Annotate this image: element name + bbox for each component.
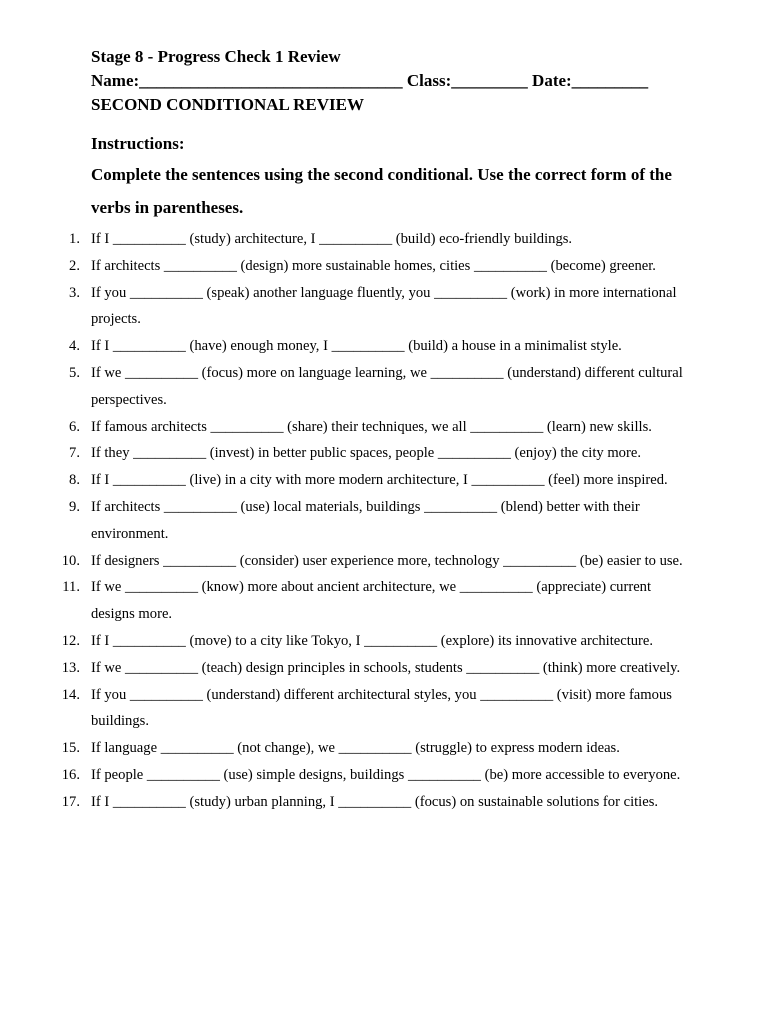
exercise-number: 7. [69, 445, 80, 462]
exercise-number: 15. [61, 740, 80, 757]
exercise-number: 16. [61, 766, 80, 783]
exercise-item [0, 360, 683, 414]
exercise-number: 10. [61, 552, 80, 569]
exercise-item [0, 655, 683, 682]
exercise-number: 13. [61, 659, 80, 676]
instructions-text: Complete the sentences using the second conditional. Use the correct form of the verbs in parentheses. [91, 165, 672, 217]
exercise-sentence: If language __________ (not change), we __________ (struggle) to express modern ideas. [91, 740, 620, 757]
exercise-sentence: If you __________ (speak) another language fluently, you __________ (work) in more international projects. [91, 284, 677, 328]
exercise-number: 4. [69, 338, 80, 355]
exercise-item [0, 735, 683, 762]
exercise-item [0, 789, 683, 816]
exercise-item [0, 226, 683, 253]
exercise-number: 17. [61, 793, 80, 810]
exercise-item [0, 682, 683, 736]
exercise-item [0, 628, 683, 655]
exercise-sentence: If you __________ (understand) different architectural styles, you __________ (visit) more famous buildings. [91, 686, 672, 730]
page-title: Stage 8 - Progress Check 1 Review [91, 47, 341, 66]
exercise-sentence: If I __________ (move) to a city like Tokyo, I __________ (explore) its innovative architecture. [91, 632, 654, 649]
exercise-item [0, 414, 683, 441]
exercise-sentence: If designers __________ (consider) user experience more, technology __________ (be) easier to use. [91, 552, 683, 569]
exercise-number: 1. [69, 231, 80, 247]
exercise-number: 3. [69, 284, 80, 301]
exercise-sentence: If I __________ (study) urban planning, I __________ (focus) on sustainable solutions for cities. [91, 793, 659, 810]
exercise-item [0, 548, 683, 575]
exercise-item [0, 494, 683, 548]
exercise-sentence: If we __________ (focus) more on language learning, we __________ (understand) different cultural perspectives. [91, 364, 683, 408]
exercise-sentence: If I __________ (live) in a city with more modern architecture, I __________ (feel) more inspired. [91, 472, 668, 489]
exercise-number: 14. [61, 686, 80, 703]
exercise-item [0, 574, 683, 628]
exercise-number: 6. [69, 418, 80, 435]
name-class-date-row: Name:_______________________________ Class:_________ Date:_________ [91, 71, 649, 90]
exercise-item [0, 253, 683, 280]
exercise-number: 12. [61, 632, 80, 649]
exercise-item [0, 467, 683, 494]
exercise-item [0, 440, 683, 467]
section-heading: SECOND CONDITIONAL REVIEW [91, 95, 364, 114]
exercise-item [0, 333, 683, 360]
exercise-number: 2. [69, 257, 80, 274]
exercise-number: 5. [69, 364, 80, 381]
exercise-sentence: If architects __________ (design) more sustainable homes, cities __________ (become) greener. [91, 257, 656, 274]
exercise-sentence: If people __________ (use) simple designs, buildings __________ (be) more accessible to everyone. [91, 766, 681, 783]
exercise-number: 11. [62, 579, 80, 596]
exercise-number: 9. [69, 498, 80, 515]
exercise-number: 8. [69, 472, 80, 489]
exercise-sentence: If I __________ (study) architecture, I __________ (build) eco-friendly buildings. [91, 231, 573, 247]
instructions-label: Instructions: [91, 134, 185, 153]
exercise-sentence: If I __________ (have) enough money, I __________ (build) a house in a minimalist style. [91, 338, 622, 355]
exercise-sentence: If architects __________ (use) local materials, buildings __________ (blend) better with their environment. [91, 498, 640, 542]
exercise-sentence: If they __________ (invest) in better public spaces, people __________ (enjoy) the city more. [91, 445, 641, 462]
exercise-item [0, 280, 683, 334]
exercise-item [0, 762, 683, 789]
exercise-sentence: If we __________ (teach) design principles in schools, students __________ (think) more creatively. [91, 659, 681, 676]
exercise-sentence: If famous architects __________ (share) their techniques, we all __________ (learn) new skills. [91, 418, 652, 435]
exercise-sentence: If we __________ (know) more about ancient architecture, we __________ (appreciate) current designs more. [91, 579, 652, 623]
exercise-list [0, 226, 768, 816]
